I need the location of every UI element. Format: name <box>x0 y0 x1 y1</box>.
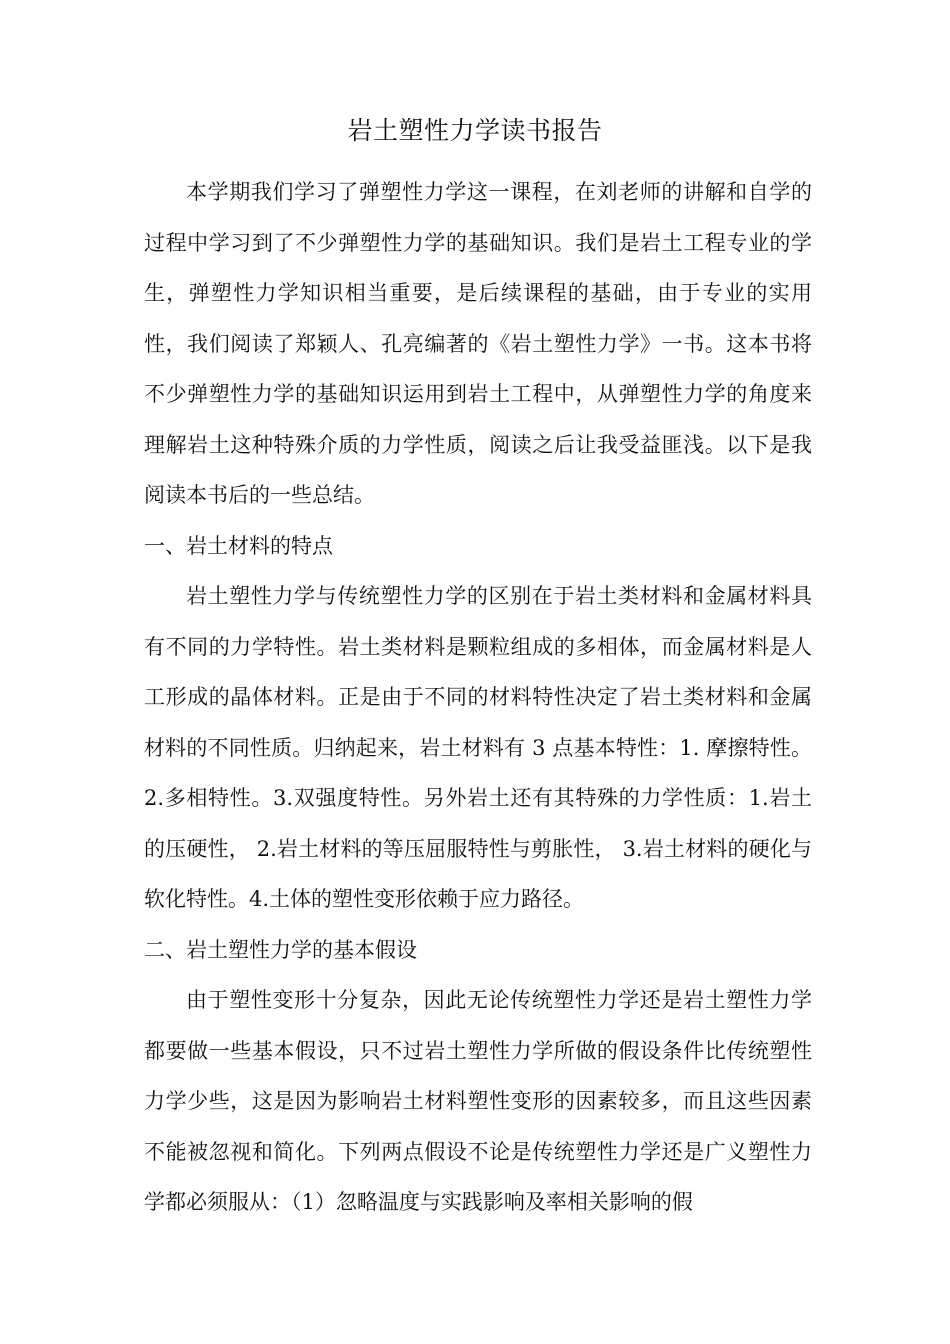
document-title: 岩土塑性力学读书报告 <box>347 116 603 145</box>
section-1-paragraph: 岩土塑性力学与传统塑性力学的区别在于岩土类材料和金属材料具有不同的力学特性。岩土类材料是颗粒组成的多相体，而金属材料是人工形成的晶体材料。正是由于不同的材料特性决定了岩土类材料和金属材料的不同性质。归纳起来，岩土材料有 3 点基本特性：1. 摩擦特性。 2.多相特性。3.双强度特性。另外岩土还有其特殊的力学性质：1.岩土的压硬性， 2.岩土材料的等压屈服特性与剪胀性， 3.岩土材料的硬化与软化特性。4.土体的塑性变形依赖于应力路径。 <box>144 584 812 911</box>
section-1-heading: 一、岩土材料的特点 <box>144 533 333 558</box>
intro-paragraph: 本学期我们学习了弹塑性力学这一课程，在刘老师的讲解和自学的过程中学习到了不少弹塑性力学的基础知识。我们是岩土工程专业的学生，弹塑性力学知识相当重要，是后续课程的基础，由于专业的实用性，我们阅读了郑颖人、孔亮编著的《岩土塑性力学》一书。这本书将不少弹塑性力学的基础知识运用到岩土工程中，从弹塑性力学的角度来理解岩土这种特殊介质的力学性质，阅读之后让我受益匪浅。以下是我阅读本书后的一些总结。 <box>144 180 812 507</box>
section-2-paragraph: 由于塑性变形十分复杂，因此无论传统塑性力学还是岩土塑性力学都要做一些基本假设，只不过岩土塑性力学所做的假设条件比传统塑性力学少些，这是因为影响岩土材料塑性变形的因素较多，而且这些因素不能被忽视和简化。下列两点假设不论是传统塑性力学还是广义塑性力学都必须服从：（1）忽略温度与实践影响及率相关影响的假 <box>144 988 812 1214</box>
section-2-heading: 二、岩土塑性力学的基本假设 <box>144 937 417 962</box>
document-body <box>144 167 812 1228</box>
